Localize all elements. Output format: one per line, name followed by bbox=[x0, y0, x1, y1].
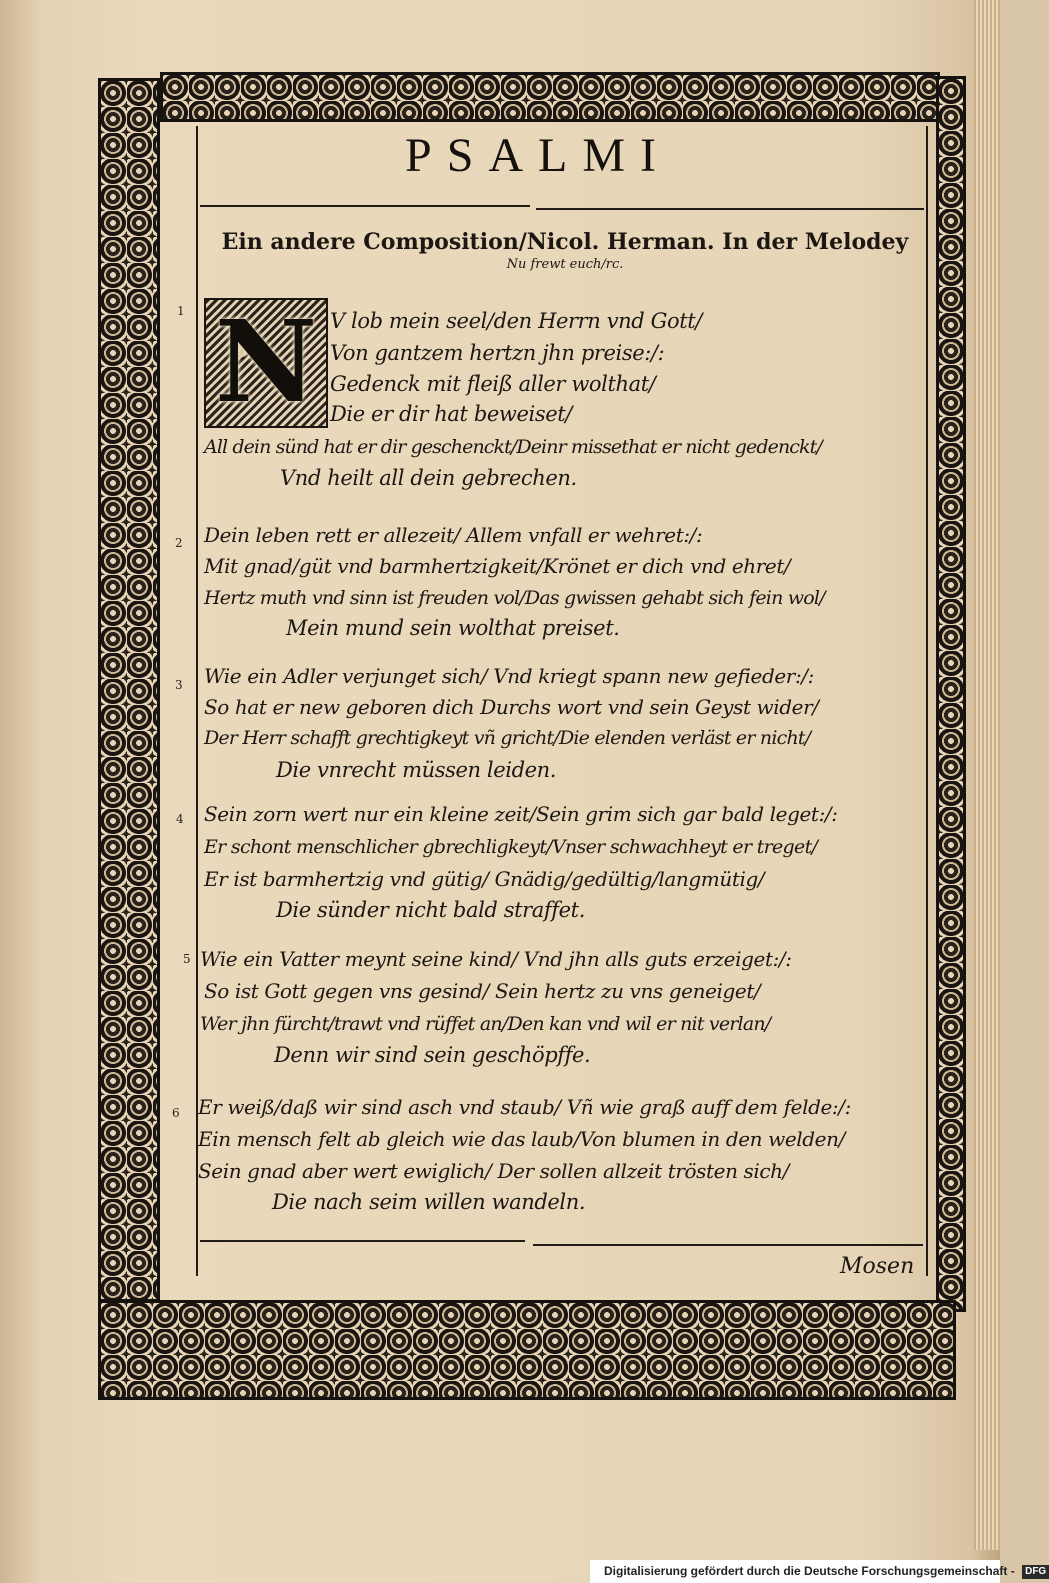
page-edge bbox=[974, 0, 1000, 1550]
decorated-initial bbox=[204, 298, 328, 428]
stanza-number: 2 bbox=[175, 536, 183, 550]
verse-line: Er weiß/daß wir sind asch vnd staub/ Vñ wie graß auff dem felde:/: bbox=[198, 1095, 851, 1119]
verse-line: Die sünder nicht bald straffet. bbox=[276, 898, 585, 922]
verse-line: Dein leben rett er allezeit/ Allem vnfall er wehret:/: bbox=[204, 523, 703, 547]
inner-rule-right bbox=[926, 126, 928, 1276]
verse-line: Die nach seim willen wandeln. bbox=[272, 1190, 586, 1214]
verse-line: Sein zorn wert nur ein kleine zeit/Sein grim sich gar bald leget:/: bbox=[204, 802, 838, 826]
verse-line: Wie ein Adler verjunget sich/ Vnd kriegt spann new gefieder:/: bbox=[204, 664, 814, 688]
verse-line: Die vnrecht müssen leiden. bbox=[276, 758, 557, 782]
verse-line: Er ist barmhertzig vnd gütig/ Gnädig/gedültig/langmütig/ bbox=[204, 867, 765, 891]
verse-line: Mit gnad/güt vnd barmhertzigkeit/Krönet er dich vnd ehret/ bbox=[204, 554, 791, 578]
melody-subheading: Nu frewt euch/rc. bbox=[506, 257, 624, 272]
head-rule-right bbox=[536, 208, 924, 210]
ornamental-border-bottom bbox=[98, 1300, 956, 1400]
verse-line: Wie ein Vatter meynt seine kind/ Vnd jhn alls guts erzeiget:/: bbox=[200, 947, 792, 971]
verse-line: Ein mensch felt ab gleich wie das laub/Von blumen in den welden/ bbox=[198, 1127, 845, 1151]
foot-rule-right bbox=[533, 1244, 923, 1246]
stanza-number: 6 bbox=[172, 1106, 180, 1120]
stanza-number: 1 bbox=[177, 304, 185, 318]
verse-line: Wer jhn fürcht/trawt vnd rüffet an/Den kan vnd wil er nit verlan/ bbox=[200, 1013, 771, 1035]
verse-line: Die er dir hat beweiset/ bbox=[330, 402, 572, 426]
head-rule-left bbox=[200, 205, 530, 207]
digitization-credit: Digitalisierung gefördert durch die Deutsche Forschungsgemeinschaft - DFG bbox=[590, 1560, 1000, 1583]
verse-line: Hertz muth vnd sinn ist freuden vol/Das gwissen gehabt sich fein wol/ bbox=[204, 587, 825, 609]
running-head: PSALMI bbox=[405, 129, 672, 182]
ornamental-border-top bbox=[160, 72, 940, 122]
credit-text: Digitalisierung gefördert durch die Deutsche Forschungsgemeinschaft bbox=[604, 1564, 1008, 1578]
initial-letter: N bbox=[214, 297, 318, 428]
dfg-logo: DFG bbox=[1022, 1565, 1049, 1579]
verse-line: Sein gnad aber wert ewiglich/ Der sollen allzeit trösten sich/ bbox=[198, 1159, 789, 1183]
verse-line: Denn wir sind sein geschöpffe. bbox=[274, 1043, 591, 1067]
verse-line: Vnd heilt all dein gebrechen. bbox=[280, 466, 577, 490]
verse-line: Der Herr schafft grechtigkeyt vñ gricht/Die elenden verläst er nicht/ bbox=[204, 727, 811, 749]
ornamental-border-right bbox=[936, 76, 966, 1312]
catchword: Mosen bbox=[840, 1254, 915, 1279]
verse-line: Er schont menschlicher gbrechligkeyt/Vnser schwachheyt er treget/ bbox=[204, 836, 818, 858]
ornamental-border-left bbox=[98, 78, 160, 1302]
foot-rule-left bbox=[200, 1240, 525, 1242]
verse-line: Mein mund sein wolthat preiset. bbox=[286, 616, 620, 640]
stanza-number: 4 bbox=[176, 812, 184, 826]
stanza-number: 3 bbox=[175, 678, 183, 692]
verse-line: Gedenck mit fleiß aller wolthat/ bbox=[330, 372, 656, 396]
verse-line: Von gantzem hertzn jhn preise:/: bbox=[330, 341, 665, 365]
stanza-number: 5 bbox=[183, 952, 191, 966]
verse-line: All dein sünd hat er dir geschenckt/Deinr missethat er nicht gedenckt/ bbox=[204, 436, 822, 458]
verse-line: V lob mein seel/den Herrn vnd Gott/ bbox=[330, 309, 702, 333]
hymn-heading: Ein andere Composition/Nicol. Herman. In der Melodey bbox=[221, 229, 909, 255]
verse-line: So ist Gott gegen vns gesind/ Sein hertz zu vns geneiget/ bbox=[204, 979, 761, 1003]
verse-line: So hat er new geboren dich Durchs wort vnd sein Geyst wider/ bbox=[204, 695, 819, 719]
